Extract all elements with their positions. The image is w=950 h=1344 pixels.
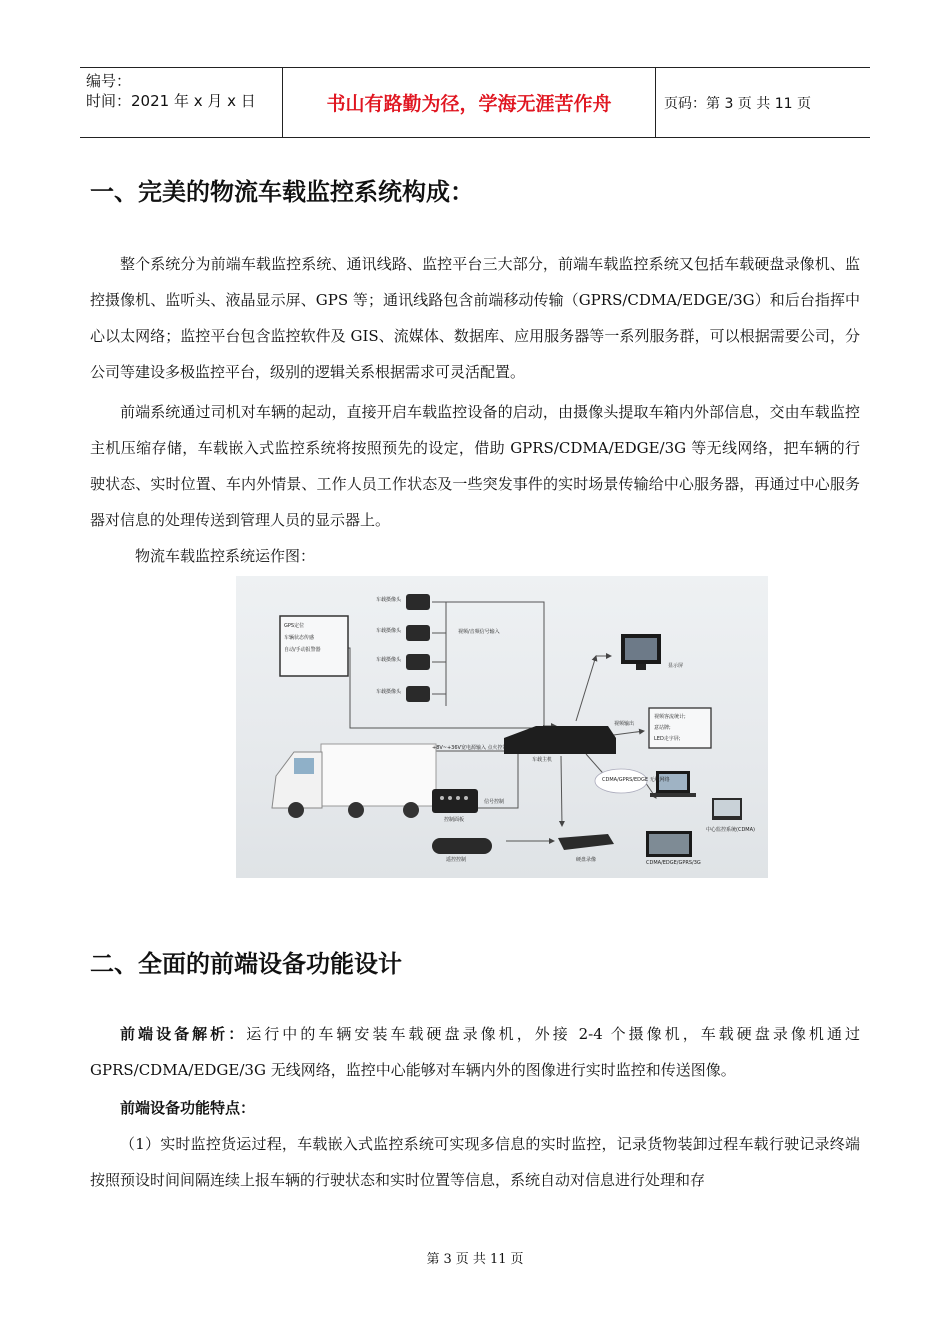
footer-suffix: 页	[510, 1252, 524, 1267]
page-footer	[0, 1248, 950, 1267]
page-label: 页码：第 3 页 共 11 页	[664, 95, 811, 112]
center-label: 中心监控系统(CDMA)	[706, 827, 755, 833]
stats-label-2: 意站牌;	[654, 725, 671, 731]
video-out-label: 视频输出	[614, 721, 635, 727]
control-panel-label: 控制面板	[444, 817, 465, 823]
section1-paragraph-1: 整个系统分为前端车载监控系统、通讯线路、监控平台三大部分，前端车载监控系统又包括车载硬盘录像机、监控摄像机、监听头、液晶显示屏、GPS 等；通讯线路包含前端移动传输（GPRS/CDMA/EDGE/3G）和后台指挥中心以太网络；监控平台包含监控软件及 GIS、流媒体、数据库、应用服务器等一系列服务群，可以根据需要公司，分公司等建设多极监控平台，级别的逻辑关系根据需求可灵活配置。	[90, 255, 860, 381]
display-label: 显示屏	[668, 663, 684, 669]
gps-label-3: 自动/手动报警器	[284, 647, 321, 653]
remote-label: 遥控控制	[446, 857, 467, 863]
camera-label-2: 车载摄像头	[376, 628, 402, 634]
page-header	[80, 67, 870, 138]
analysis-paragraph	[90, 1016, 860, 1088]
gps-label-1: GPS定位	[284, 623, 305, 629]
video-audio-label: 视频/音频信号输入	[458, 629, 500, 635]
host-label: 车载主机	[532, 757, 553, 763]
signal-control-label: 信号控制	[484, 799, 505, 805]
system-diagram	[236, 576, 768, 878]
section2-title: 二、全面的前端设备功能设计	[90, 950, 402, 978]
feature-1-paragraph: （1）实时监控货运过程，车载嵌入式监控系统可实现多信息的实时监控，记录货物装卸过程车载行驶记录终端按照预设时间间隔连续上报车辆的行驶状态和实时位置等信息，系统自动对信息进行处理和存	[90, 1135, 860, 1189]
header-motto-cell	[283, 68, 656, 137]
section1-title: 一、完美的物流车载监控系统构成：	[90, 178, 474, 206]
section1-paragraph-2: 前端系统通过司机对车辆的起动，直接开启车载监控设备的启动，由摄像头提取车箱内外部信息，交由车载监控主机压缩存储，车载嵌入式监控系统将按照预先的设定，借助 GPRS/CDMA/EDGE/3G 等无线网络，把车辆的行驶状态、实时位置、车内外情景、工作人员工作状态及一些突发事件的实时场景传输给中心服务器，再通过中心服务器对信息的处理传送到管理人员的显示器上。	[90, 403, 860, 529]
camera-label-4: 车载摄像头	[376, 689, 402, 695]
diagram-caption: 物流车载监控系统运作图：	[135, 547, 316, 565]
number-label: 编号：	[86, 72, 132, 90]
hdd-label: 硬盘录像	[576, 857, 597, 863]
features-heading	[90, 1090, 860, 1126]
power-label: +8V~+36V宽电源输入 点火控制	[432, 745, 508, 751]
camera-label-3: 车载摄像头	[376, 657, 402, 663]
gps-label-2: 车辆状态传感	[284, 635, 315, 641]
footer-prefix: 第	[426, 1252, 440, 1267]
time-label: 时间：2021 年 x 月 x 日	[86, 92, 256, 110]
network-label: CDMA/GPRS/EDGE 无线网络	[602, 777, 670, 783]
stats-label-1: 视频客流统计;	[654, 714, 686, 720]
center-sub-label: CDMA/EDGE/GPRS/3G	[646, 860, 701, 866]
footer-mid: 页 共	[455, 1252, 486, 1267]
analysis-text: 运行中的车辆安装车载硬盘录像机，外接 2-4 个摄像机，车载硬盘录像机通过 GPRS/CDMA/EDGE/3G 无线网络，监控中心能够对车辆内外的图像进行实时监控和传送图像。	[90, 1025, 860, 1079]
stats-label-3: LED走字屏;	[654, 736, 681, 742]
header-meta	[80, 68, 283, 137]
camera-label-1: 车载摄像头	[376, 597, 402, 603]
header-page-cell	[656, 68, 870, 137]
footer-page-number: 3	[443, 1252, 452, 1267]
diagram-svg	[236, 576, 768, 878]
features-label: 前端设备功能特点：	[120, 1099, 256, 1117]
motto: 书山有路勤为径，学海无涯苦作舟	[326, 93, 612, 115]
analysis-label: 前端设备解析：	[120, 1025, 247, 1043]
footer-page-total: 11	[489, 1252, 507, 1267]
